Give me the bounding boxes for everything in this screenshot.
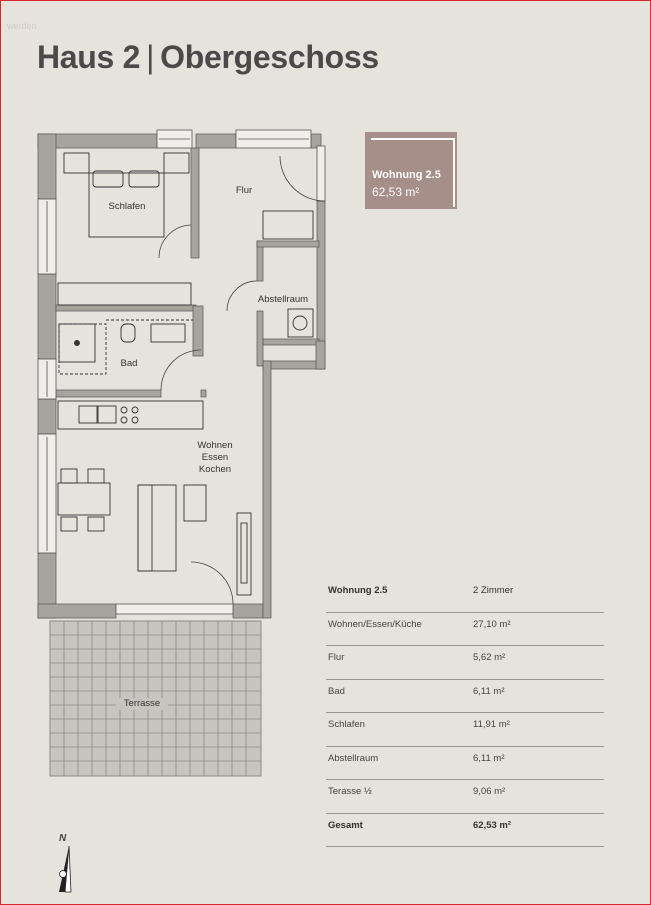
table-row-label: Wohnung 2.5 <box>328 585 388 596</box>
windows <box>38 130 325 614</box>
table-row-label: Bad <box>328 685 345 697</box>
faint-text: werden <box>7 21 37 31</box>
table-row <box>326 613 604 647</box>
table-row-value: 62,53 m² <box>473 819 512 831</box>
room-label-wohnen-line2: Essen <box>201 452 229 463</box>
table-row-value: 5,62 m² <box>473 652 506 663</box>
table-row <box>326 713 604 747</box>
unit-badge <box>365 132 457 209</box>
table-row <box>326 747 604 781</box>
room-label-terrasse: Terrasse <box>116 698 168 710</box>
table-row-value: 6,11 m² <box>473 685 505 697</box>
room-label-abstellraum: Abstellraum <box>257 294 309 305</box>
table-row-label: Wohnen/Essen/Küche <box>328 618 422 630</box>
room-label-bad: Bad <box>120 358 138 369</box>
table-row <box>326 646 604 680</box>
room-label-wohnen <box>189 440 241 476</box>
room-label-wohnen-line3: Kochen <box>198 464 232 475</box>
room-label-flur: Flur <box>235 185 253 196</box>
room-label-schlafen: Schlafen <box>108 201 146 212</box>
furniture <box>58 153 313 595</box>
title-separator: | <box>146 39 155 75</box>
table-row-label: Flur <box>328 652 345 663</box>
room-label-wohnen-line1: Wohnen <box>197 440 233 451</box>
badge-area: 62,53 m² <box>372 185 420 199</box>
table-row <box>326 780 604 814</box>
table-row-value: 6,11 m² <box>473 752 505 764</box>
table-row-total <box>326 814 604 848</box>
badge-unit-name: Wohnung 2.5 <box>372 169 441 181</box>
table-row-value: 2 Zimmer <box>473 585 514 596</box>
table-row-value: 11,91 m² <box>473 719 510 730</box>
table-row-label: Abstellraum <box>328 752 379 764</box>
table-row <box>326 680 604 714</box>
table-row <box>326 579 604 613</box>
table-row-label: Terasse ½ <box>328 786 372 797</box>
table-row-value: 27,10 m² <box>473 618 511 630</box>
compass-label: N <box>59 833 67 844</box>
table-row-label: Schlafen <box>328 719 365 730</box>
walls <box>38 134 325 618</box>
title-floor: Obergeschoss <box>160 39 379 75</box>
title-building: Haus 2 <box>37 39 141 75</box>
door-swings <box>159 156 325 604</box>
area-table <box>326 579 604 847</box>
table-row-value: 9,06 m² <box>473 786 506 797</box>
compass-arrow-icon <box>53 844 77 896</box>
table-row-label: Gesamt <box>328 819 363 831</box>
